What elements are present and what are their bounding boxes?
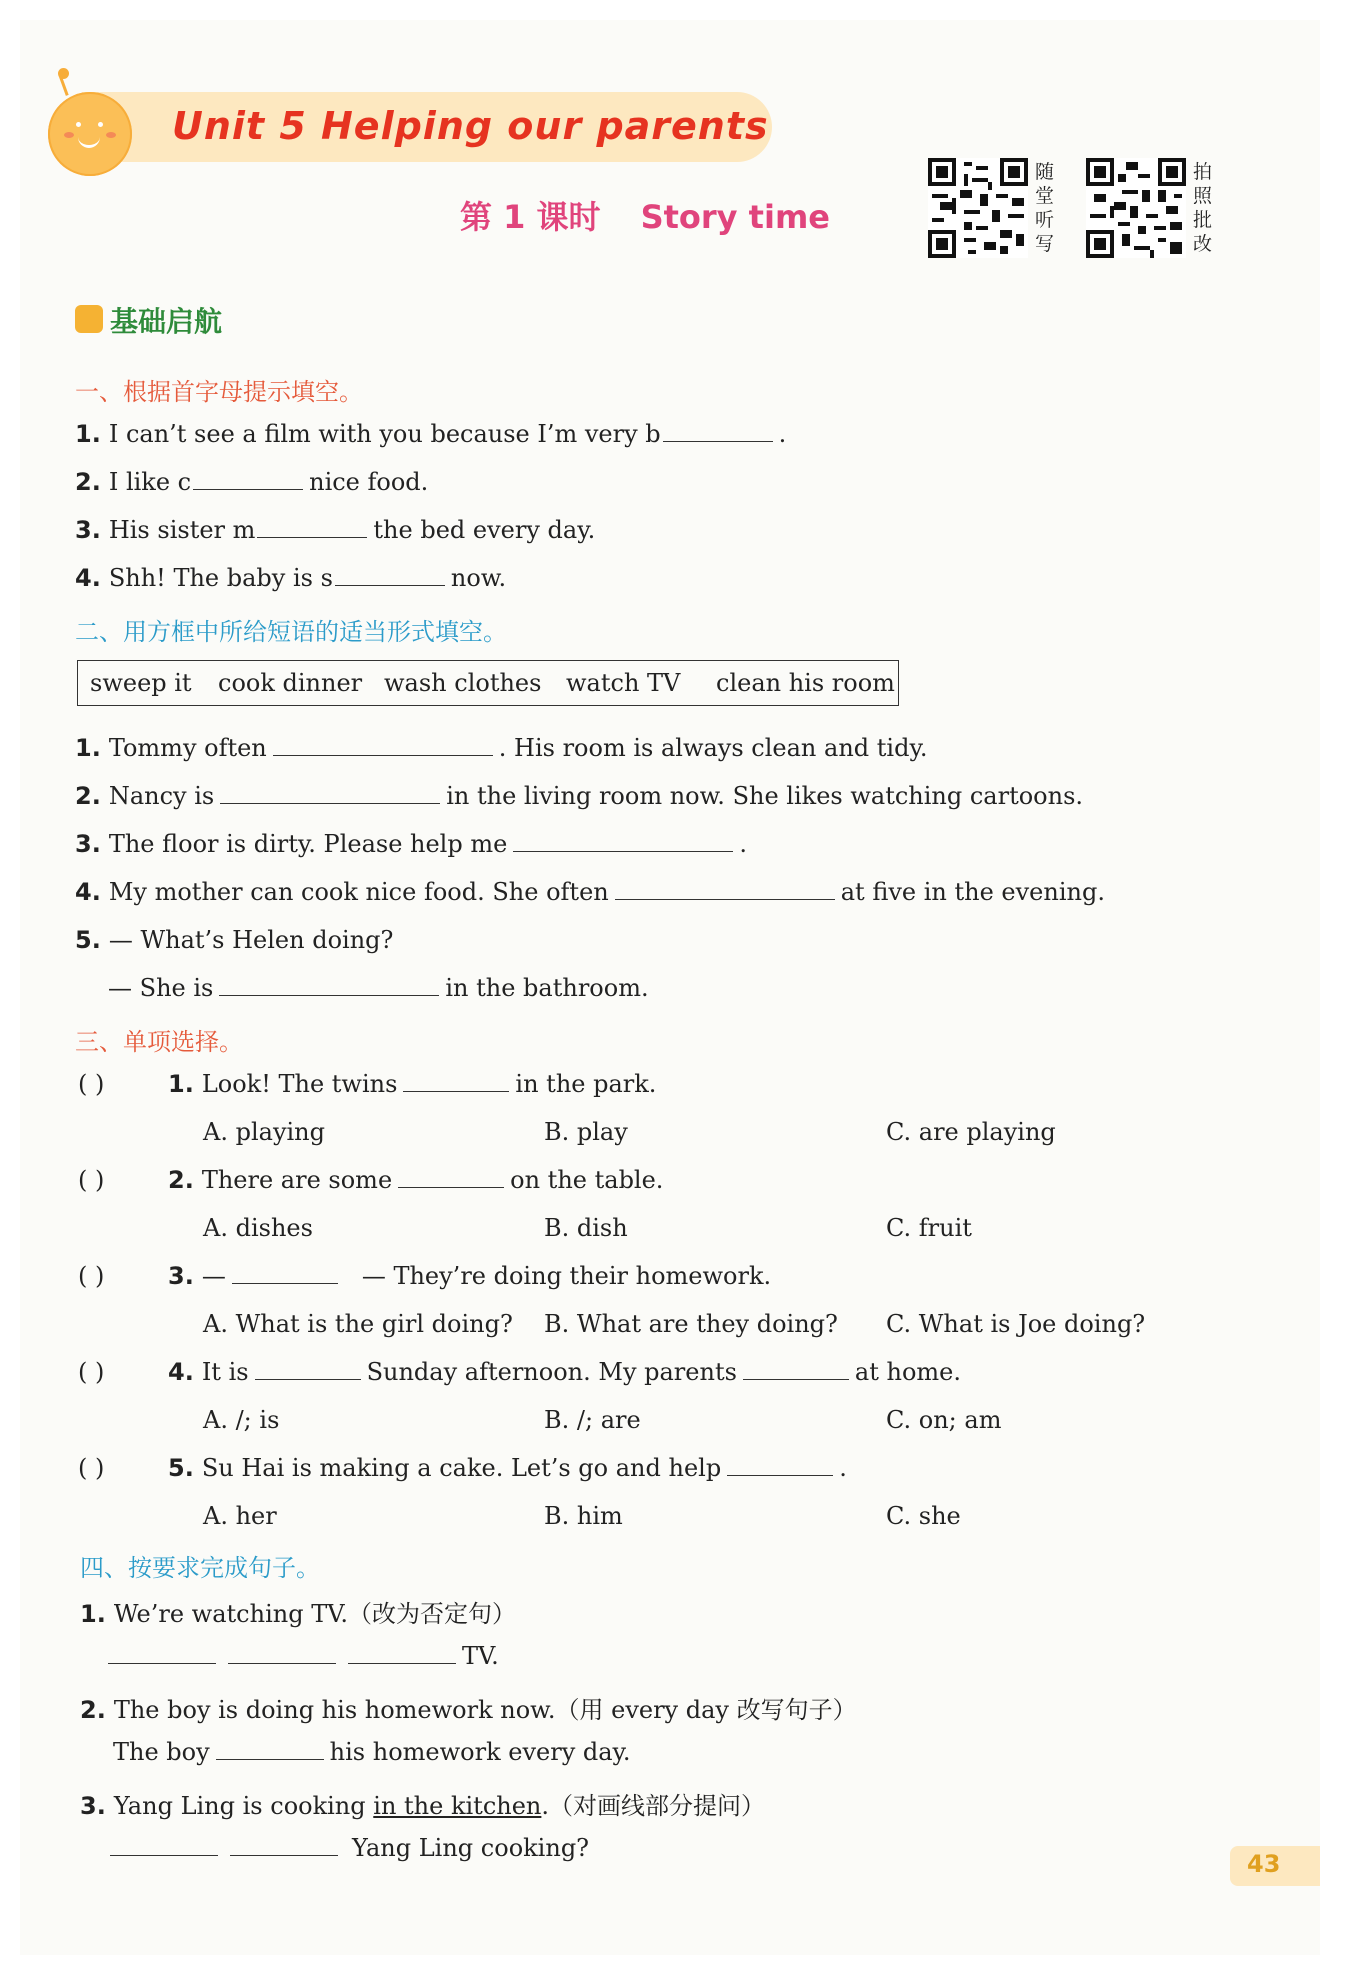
phrase-sweep-it: sweep it bbox=[90, 669, 192, 697]
option-b[interactable]: B. dish bbox=[544, 1214, 628, 1242]
answer-paren[interactable]: ( ) bbox=[78, 1262, 105, 1290]
phrase-watch-tv: watch TV bbox=[566, 669, 681, 697]
part3-heading: 三、单项选择。 bbox=[75, 1028, 243, 1056]
item-number: 1. bbox=[80, 1600, 106, 1628]
sun-eye-left bbox=[76, 122, 81, 127]
answer-blank[interactable] bbox=[348, 1662, 456, 1664]
answer-blank bbox=[255, 1378, 361, 1380]
answer-blank[interactable] bbox=[230, 1854, 338, 1856]
option-b[interactable]: B. What are they doing? bbox=[544, 1310, 838, 1338]
item-number: 3. bbox=[80, 1792, 106, 1820]
item-text-after: . bbox=[739, 830, 747, 858]
item-text-after: the bed every day. bbox=[373, 516, 596, 544]
part2-item-1 bbox=[75, 734, 927, 762]
option-b[interactable]: B. /; are bbox=[544, 1406, 641, 1434]
part4-item-1-answer bbox=[108, 1642, 499, 1670]
option-c[interactable]: C. are playing bbox=[886, 1118, 1056, 1146]
phrase-clean-his-room: clean his room bbox=[716, 669, 895, 697]
part2-item-4 bbox=[75, 878, 1105, 906]
option-a[interactable]: A. dishes bbox=[203, 1214, 313, 1242]
question-text-middle: Sunday afternoon. My parents bbox=[366, 1358, 737, 1386]
question-text: It is bbox=[201, 1358, 249, 1386]
question-number: 1. bbox=[168, 1070, 194, 1098]
part4-item-2 bbox=[80, 1690, 857, 1725]
answer-paren[interactable]: ( ) bbox=[78, 1166, 105, 1194]
question-number: 4. bbox=[168, 1358, 194, 1386]
option-b[interactable]: B. him bbox=[544, 1502, 623, 1530]
question-number: 3. bbox=[168, 1262, 194, 1290]
item-number: 2. bbox=[80, 1696, 106, 1724]
answer-blank bbox=[727, 1474, 833, 1476]
question-text-after: . bbox=[839, 1454, 847, 1482]
item-text: Tommy often bbox=[108, 734, 267, 762]
item-number: 1. bbox=[75, 734, 101, 762]
answer-blank[interactable] bbox=[228, 1662, 336, 1664]
part4-item-3-answer bbox=[110, 1834, 589, 1862]
item-text: — She is bbox=[108, 974, 214, 1002]
item-text: We’re watching TV.（改为否定句） bbox=[113, 1600, 516, 1628]
phrase-cook-dinner: cook dinner bbox=[218, 669, 363, 697]
part2-item-3 bbox=[75, 830, 747, 858]
part1-item-3 bbox=[75, 516, 595, 544]
phrase-box bbox=[77, 660, 899, 706]
answer-blank[interactable] bbox=[110, 1854, 218, 1856]
item-number: 4. bbox=[75, 878, 101, 906]
option-a[interactable]: A. /; is bbox=[203, 1406, 280, 1434]
answer-blank[interactable] bbox=[273, 754, 493, 756]
item-text: My mother can cook nice food. She often bbox=[108, 878, 609, 906]
option-c[interactable]: C. What is Joe doing? bbox=[886, 1310, 1146, 1338]
answer-blank bbox=[743, 1378, 849, 1380]
item-text: The boy is doing his homework now.（用 every day 改写句子） bbox=[113, 1696, 857, 1724]
qr-code-dictation-icon[interactable] bbox=[928, 158, 1028, 258]
part3-question-3 bbox=[168, 1262, 771, 1290]
answer-blank bbox=[398, 1186, 504, 1188]
answer-head: The boy bbox=[113, 1738, 210, 1766]
answer-paren[interactable]: ( ) bbox=[78, 1358, 105, 1386]
sun-mascot-icon bbox=[48, 92, 132, 176]
answer-paren[interactable]: ( ) bbox=[78, 1454, 105, 1482]
answer-blank[interactable] bbox=[108, 1662, 216, 1664]
section-title: 基础启航 bbox=[110, 305, 223, 338]
item-number: 3. bbox=[75, 516, 101, 544]
option-a[interactable]: A. her bbox=[203, 1502, 277, 1530]
answer-blank[interactable] bbox=[615, 898, 835, 900]
option-a[interactable]: A. What is the girl doing? bbox=[203, 1310, 513, 1338]
answer-blank[interactable] bbox=[257, 536, 367, 538]
answer-blank[interactable] bbox=[513, 850, 733, 852]
item-text: Shh! The baby is s bbox=[108, 564, 333, 592]
item-text-after: . His room is always clean and tidy. bbox=[498, 734, 928, 762]
part4-heading: 四、按要求完成句子。 bbox=[80, 1554, 320, 1582]
section-badge-icon bbox=[75, 305, 103, 333]
part3-question-2 bbox=[168, 1166, 663, 1194]
option-c[interactable]: C. on; am bbox=[886, 1406, 1002, 1434]
item-text: Nancy is bbox=[108, 782, 215, 810]
item-text: I like c bbox=[108, 468, 192, 496]
answer-blank bbox=[232, 1282, 338, 1284]
qr-label-grading: 拍照批改 bbox=[1193, 161, 1213, 255]
option-c[interactable]: C. she bbox=[886, 1502, 961, 1530]
sun-mouth bbox=[78, 134, 100, 148]
part2-heading: 二、用方框中所给短语的适当形式填空。 bbox=[75, 618, 507, 646]
phrase-wash-clothes: wash clothes bbox=[384, 669, 542, 697]
underlined-phrase: in the kitchen bbox=[373, 1792, 542, 1820]
question-text-after: on the table. bbox=[510, 1166, 664, 1194]
item-text-after: . bbox=[778, 420, 787, 448]
sun-antenna-ball bbox=[58, 68, 69, 79]
item-text-after: .（对画线部分提问） bbox=[541, 1792, 766, 1820]
option-b[interactable]: B. play bbox=[544, 1118, 628, 1146]
lesson-number: 第 1 课时 bbox=[460, 198, 601, 236]
option-c[interactable]: C. fruit bbox=[886, 1214, 972, 1242]
part3-question-5 bbox=[168, 1454, 847, 1482]
item-text: His sister m bbox=[108, 516, 256, 544]
qr-pattern bbox=[928, 158, 1028, 258]
part3-question-1 bbox=[168, 1070, 656, 1098]
answer-tail: TV. bbox=[462, 1642, 499, 1670]
sun-eye-right bbox=[98, 122, 103, 127]
qr-pattern bbox=[1086, 158, 1186, 258]
question-number: 2. bbox=[168, 1166, 194, 1194]
item-text-after: now. bbox=[450, 564, 507, 592]
answer-blank[interactable] bbox=[193, 488, 303, 490]
unit-title: Unit 5 Helping our parents bbox=[172, 104, 769, 148]
question-text: Look! The twins bbox=[201, 1070, 398, 1098]
answer-blank[interactable] bbox=[220, 802, 440, 804]
answer-blank[interactable] bbox=[219, 994, 439, 996]
answer-blank[interactable] bbox=[663, 440, 773, 442]
item-number: 2. bbox=[75, 468, 101, 496]
item-text: — What’s Helen doing? bbox=[108, 926, 394, 954]
question-text: There are some bbox=[201, 1166, 393, 1194]
part1-item-2 bbox=[75, 468, 428, 496]
part1-item-4 bbox=[75, 564, 506, 592]
item-text-after: at five in the evening. bbox=[840, 878, 1105, 906]
answer-blank[interactable] bbox=[335, 584, 445, 586]
sun-cheek-left bbox=[64, 132, 74, 138]
question-text: — bbox=[201, 1262, 226, 1290]
part1-heading: 一、根据首字母提示填空。 bbox=[75, 378, 363, 406]
item-text: I can’t see a film with you because I’m very b bbox=[108, 420, 661, 448]
option-a[interactable]: A. playing bbox=[203, 1118, 325, 1146]
lesson-title bbox=[460, 192, 870, 238]
item-number: 2. bbox=[75, 782, 101, 810]
answer-tail: Yang Ling cooking? bbox=[352, 1834, 590, 1862]
page-number: 43 bbox=[1247, 1850, 1281, 1878]
part4-item-2-answer bbox=[113, 1738, 631, 1766]
item-number: 5. bbox=[75, 926, 101, 954]
part4-item-3 bbox=[80, 1786, 765, 1821]
question-text-after: — They’re doing their homework. bbox=[361, 1262, 772, 1290]
item-number: 4. bbox=[75, 564, 101, 592]
item-text-after: nice food. bbox=[309, 468, 429, 496]
part2-item-2 bbox=[75, 782, 1083, 810]
answer-blank[interactable] bbox=[216, 1758, 324, 1760]
part3-question-4 bbox=[168, 1358, 961, 1386]
question-text-after: at home. bbox=[854, 1358, 961, 1386]
lesson-name: Story time bbox=[640, 198, 830, 236]
item-number: 3. bbox=[75, 830, 101, 858]
question-number: 5. bbox=[168, 1454, 194, 1482]
question-text: Su Hai is making a cake. Let’s go and help bbox=[201, 1454, 722, 1482]
answer-paren[interactable]: ( ) bbox=[78, 1070, 105, 1098]
answer-blank bbox=[403, 1090, 509, 1092]
item-text-after: in the bathroom. bbox=[445, 974, 649, 1002]
item-text: The floor is dirty. Please help me bbox=[108, 830, 508, 858]
sun-cheek-right bbox=[106, 132, 116, 138]
part2-item-5 bbox=[75, 926, 393, 954]
answer-tail: his homework every day. bbox=[329, 1738, 631, 1766]
question-text-after: in the park. bbox=[515, 1070, 657, 1098]
qr-label-dictation: 随堂听写 bbox=[1035, 161, 1055, 255]
item-text: Yang Ling is cooking bbox=[113, 1792, 374, 1820]
part1-item-1 bbox=[75, 420, 786, 448]
part4-item-1 bbox=[80, 1594, 516, 1629]
item-number: 1. bbox=[75, 420, 101, 448]
part2-item-5-answer bbox=[108, 974, 649, 1002]
qr-code-grading-icon[interactable] bbox=[1086, 158, 1186, 258]
item-text-after: in the living room now. She likes watching cartoons. bbox=[446, 782, 1084, 810]
